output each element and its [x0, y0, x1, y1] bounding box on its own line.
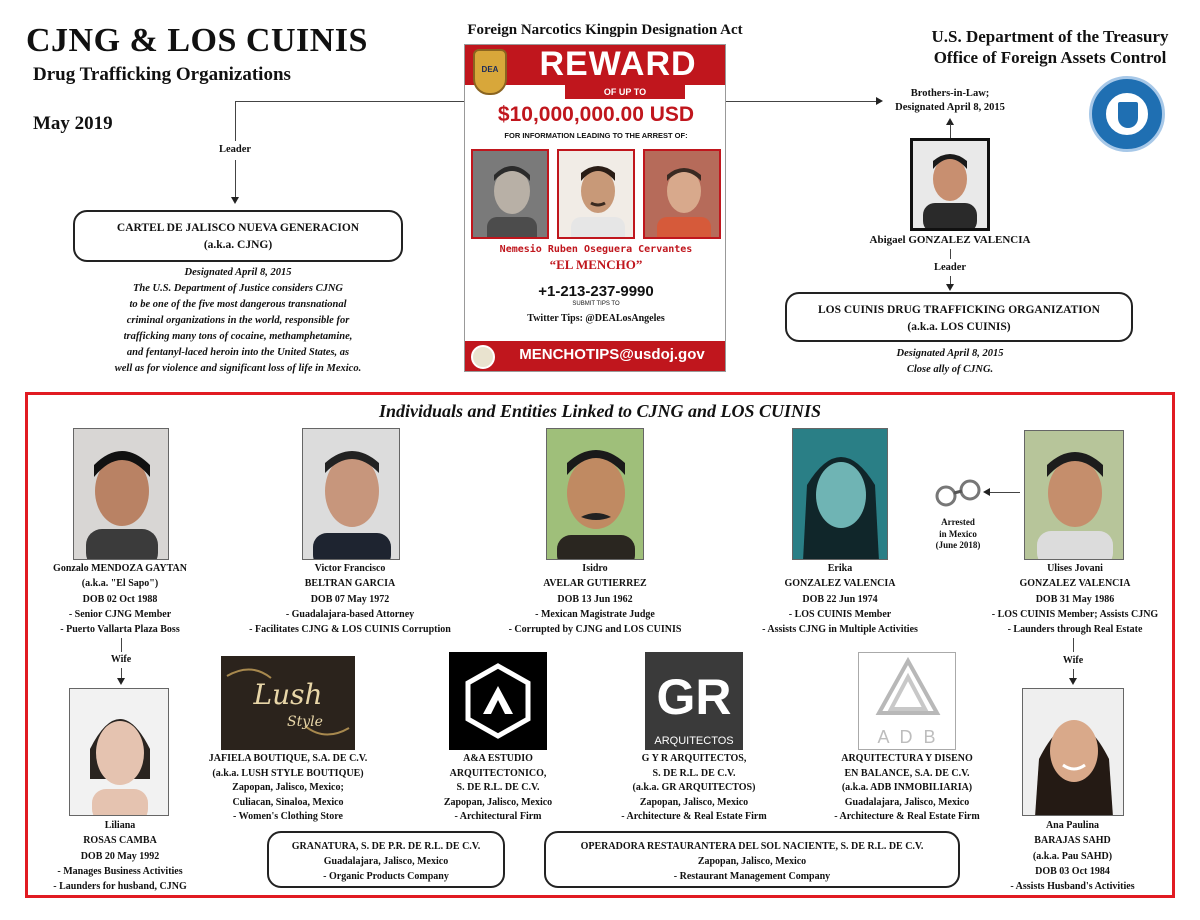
arrow-left-icon	[983, 488, 990, 496]
person-line: - Facilitates CJNG & LOS CUINIS Corruption	[249, 624, 451, 636]
arrested-line: Arrested	[941, 517, 975, 527]
entity-line: - Architectural Firm	[454, 811, 542, 823]
arrow-down-icon	[231, 197, 239, 204]
isidro-info	[490, 561, 700, 637]
entity-line: Guadalajara, Jalisco, Mexico	[844, 796, 970, 808]
poster-amount: $10,000,000.00 USD	[497, 103, 695, 126]
poster-phone: +1-213-237-9990	[538, 283, 654, 300]
poster-email: MENCHOTIPS@usdoj.gov	[519, 346, 705, 363]
arrested-line: in Mexico	[939, 528, 977, 539]
entity-line: ARQUITECTURA Y DISENO	[841, 753, 973, 764]
cuinis-org-box	[785, 292, 1133, 342]
person-line: - LOS CUINIS Member	[788, 608, 892, 620]
liliana-photo	[69, 688, 169, 816]
person-line: - Assists CJNG in Multiple Activities	[762, 624, 918, 636]
person-line: ROSAS CAMBA	[83, 835, 157, 847]
gr-logo-letters: GR	[656, 669, 732, 725]
person-line: - Assists Husband's Activities	[1010, 881, 1135, 893]
page-date: May 2019	[33, 113, 113, 134]
poster-info: FOR INFORMATION LEADING TO THE ARREST OF:	[504, 131, 688, 140]
person-line: BARAJAS SAHD	[1034, 835, 1111, 847]
entity-line: S. DE R.L. DE C.V.	[652, 767, 736, 779]
poster-photo-1	[471, 149, 549, 239]
person-line: DOB 20 May 1992	[80, 850, 160, 862]
person-line: - Mexican Magistrate Judge	[535, 608, 655, 620]
cuinis-note-line: Designated April 8, 2015	[896, 348, 1004, 359]
connector-line	[121, 638, 122, 652]
person-line: - Manages Business Activities	[57, 865, 183, 877]
cjng-note-line: and fentanyl-laced heroin into the United States, as	[126, 347, 350, 358]
liliana-info	[20, 818, 220, 894]
person-line: GONZALEZ VALENCIA	[784, 578, 896, 590]
gr-arquitectos-logo	[645, 652, 743, 750]
person-line: DOB 03 Oct 1984	[1035, 865, 1110, 877]
person-line: - Launders through Real Estate	[1007, 624, 1143, 636]
act-title: Foreign Narcotics Kingpin Designation Act	[467, 22, 743, 38]
leader-label: Leader	[218, 144, 252, 155]
ulises-photo	[1024, 430, 1124, 560]
operadora-box	[544, 831, 960, 888]
arrested-line: (June 2018)	[935, 540, 981, 550]
page-title: CJNG & LOS CUINIS	[26, 22, 368, 59]
cjng-note-line: to be one of the five most dangerous transnational	[129, 299, 347, 310]
dea-badge-text: DEA	[481, 65, 499, 74]
person-line: Liliana	[104, 820, 136, 831]
page-subtitle: Drug Trafficking Organizations	[33, 64, 291, 85]
wife-label: Wife	[1062, 655, 1084, 666]
poster-submit: SUBMIT TIPS TO	[572, 301, 620, 307]
agency-line-1: U.S. Department of the Treasury	[931, 27, 1169, 46]
aa-estudio-logo	[449, 652, 547, 750]
cjng-name: CARTEL DE JALISCO NUEVA GENERACION	[116, 222, 360, 234]
person-line: - LOS CUINIS Member; Assists CJNG	[991, 608, 1159, 620]
person-line: - Senior CJNG Member	[68, 608, 172, 620]
agency-title	[900, 26, 1200, 68]
cuinis-note	[850, 346, 1050, 378]
person-line: Ana Paulina	[1045, 820, 1100, 831]
agency-line-2: Office of Foreign Assets Control	[933, 48, 1167, 67]
cjng-note	[88, 265, 388, 377]
cuinis-leader-label: Leader	[933, 262, 967, 273]
cjng-org-box	[73, 210, 403, 262]
person-line: DOB 31 May 1986	[1035, 593, 1115, 605]
arrested-note	[918, 517, 998, 552]
brothers-line-1: Brothers-in-Law;	[910, 88, 990, 99]
adb-logo	[858, 652, 956, 750]
entity-line: GRANATURA, S. DE P.R. DE R.L. DE C.V.	[291, 841, 481, 852]
gr-logo-word: ARQUITECTOS	[654, 735, 734, 747]
entity-line: Zapopan, Jalisco, Mexico	[639, 796, 749, 808]
entity-line: (a.k.a. ADB INMOBILIARIA)	[841, 782, 973, 794]
person-line: AVELAR GUTIERREZ	[543, 578, 647, 590]
granatura-box	[267, 831, 505, 888]
abigael-name: Abigael GONZALEZ VALENCIA	[869, 234, 1031, 246]
entity-line: EN BALANCE, S.A. DE C.V.	[844, 767, 970, 779]
ana-photo	[1022, 688, 1124, 816]
arrow-down-icon	[117, 678, 125, 685]
person-line: Isidro	[582, 563, 608, 574]
brothers-line-2: Designated April 8, 2015	[895, 102, 1005, 113]
brothers-in-law-label	[880, 87, 1020, 115]
cjng-note-line: well as for violence and significant loss of life in Mexico.	[114, 363, 362, 374]
gr-arquitectos-info	[604, 752, 784, 825]
entity-line: - Architecture & Real Estate Firm	[834, 811, 980, 823]
ana-info	[975, 818, 1170, 894]
cjng-note-line: criminal organizations in the world, responsible for	[126, 315, 350, 326]
wife-label: Wife	[110, 654, 132, 665]
arrow-down-icon	[946, 284, 954, 291]
entity-line: (a.k.a. GR ARQUITECTOS)	[632, 782, 756, 794]
aa-estudio-info	[418, 752, 578, 825]
ulises-info	[970, 561, 1180, 637]
style-logo-text: Style	[287, 714, 323, 730]
adb-info	[816, 752, 998, 825]
person-line: BELTRAN GARCIA	[304, 578, 396, 590]
person-line: Gonzalo MENDOZA GAYTAN	[53, 563, 187, 574]
jafiela-info	[188, 752, 388, 825]
person-line: - Puerto Vallarta Plaza Boss	[60, 624, 180, 636]
gonzalo-photo	[73, 428, 169, 560]
entity-line: - Organic Products Company	[323, 871, 449, 882]
entity-line: OPERADORA RESTAURANTERA DEL SOL NACIENTE, S. DE R.L. DE C.V.	[580, 841, 924, 852]
connector-line	[235, 101, 464, 102]
person-line: DOB 07 May 1972	[310, 593, 390, 605]
cjng-note-line: The U.S. Department of Justice considers CJNG	[133, 283, 343, 294]
person-line: DOB 22 Jun 1974	[802, 593, 878, 605]
linked-title: Individuals and Entities Linked to CJNG and LOS CUINIS	[378, 401, 822, 421]
entity-line: A&A ESTUDIO	[463, 753, 533, 764]
connector-line	[950, 124, 951, 138]
entity-line: S. DE R.L. DE C.V.	[456, 782, 540, 794]
abigael-photo	[910, 138, 990, 231]
lush-style-logo	[221, 656, 355, 750]
person-line: (a.k.a. Pau SAHD)	[1032, 850, 1113, 862]
isidro-photo	[546, 428, 644, 560]
poster-photo-2	[557, 149, 635, 239]
poster-photo-3	[643, 149, 721, 239]
cjng-note-line: trafficking many tons of cocaine, methamphetamine,	[123, 331, 353, 342]
cuinis-name: LOS CUINIS DRUG TRAFFICKING ORGANIZATION	[817, 304, 1100, 316]
entity-line: Zapopan, Jalisco, Mexico	[443, 796, 553, 808]
connector-line	[726, 101, 876, 102]
cuinis-note-line: Close ally of CJNG.	[906, 364, 994, 375]
person-line: Victor Francisco	[314, 563, 386, 574]
cuinis-aka: (a.k.a. LOS CUINIS)	[907, 321, 1011, 333]
person-line: (a.k.a. "El Sapo")	[81, 578, 159, 590]
dea-badge-icon	[473, 49, 507, 95]
person-line: - Guadalajara-based Attorney	[285, 608, 415, 620]
connector-line	[235, 160, 236, 198]
person-line: DOB 02 Oct 1988	[82, 593, 158, 605]
lush-logo-text: Lush	[253, 678, 323, 711]
person-line: - Corrupted by CJNG and LOS CUINIS	[508, 624, 682, 636]
person-line: Erika	[827, 563, 853, 574]
person-line: GONZALEZ VALENCIA	[1019, 578, 1131, 590]
connector-line	[235, 101, 236, 141]
connector-line	[1073, 638, 1074, 652]
person-line: - Launders for husband, CJNG	[53, 881, 187, 893]
entity-line: ARQUITECTONICO,	[449, 767, 547, 779]
erika-info	[740, 561, 940, 637]
adb-logo-word: A D B	[877, 727, 939, 747]
handcuffs-icon	[934, 478, 982, 515]
erika-photo	[792, 428, 888, 560]
entity-line: JAFIELA BOUTIQUE, S.A. DE C.V.	[208, 753, 368, 764]
poster-twitter: Twitter Tips: @DEALosAngeles	[527, 313, 665, 324]
victor-info	[230, 561, 470, 637]
reward-poster	[464, 44, 726, 372]
person-line: Ulises Jovani	[1047, 563, 1103, 574]
entity-line: Zapopan, Jalisco, Mexico	[697, 856, 807, 867]
victor-photo	[302, 428, 400, 560]
entity-line: (a.k.a. LUSH STYLE BOUTIQUE)	[212, 767, 364, 779]
entity-line: Guadalajara, Jalisco, Mexico	[323, 856, 449, 867]
entity-line: Zapopan, Jalisco, Mexico;	[232, 782, 344, 794]
poster-reward: REWARD	[539, 45, 697, 83]
entity-line: - Architecture & Real Estate Firm	[621, 811, 767, 823]
connector-line	[990, 492, 1020, 493]
entity-line: G Y R ARQUITECTOS,	[641, 753, 747, 764]
cjng-note-line: Designated April 8, 2015	[184, 267, 292, 278]
poster-alias: “EL MENCHO”	[549, 257, 643, 272]
person-line: DOB 13 Jun 1962	[557, 593, 633, 605]
arrow-down-icon	[1069, 678, 1077, 685]
poster-name: Nemesio Ruben Oseguera Cervantes	[499, 244, 693, 255]
connector-line	[950, 249, 951, 259]
gonzalo-info	[20, 561, 220, 637]
doj-seal-icon	[471, 345, 495, 369]
entity-line: Culiacan, Sinaloa, Mexico	[232, 796, 344, 808]
cjng-aka: (a.k.a. CJNG)	[203, 239, 273, 251]
entity-line: - Women's Clothing Store	[233, 811, 343, 823]
treasury-seal-icon	[1089, 76, 1165, 152]
entity-line: - Restaurant Management Company	[673, 871, 831, 882]
poster-up-to: OF UP TO	[565, 85, 685, 99]
